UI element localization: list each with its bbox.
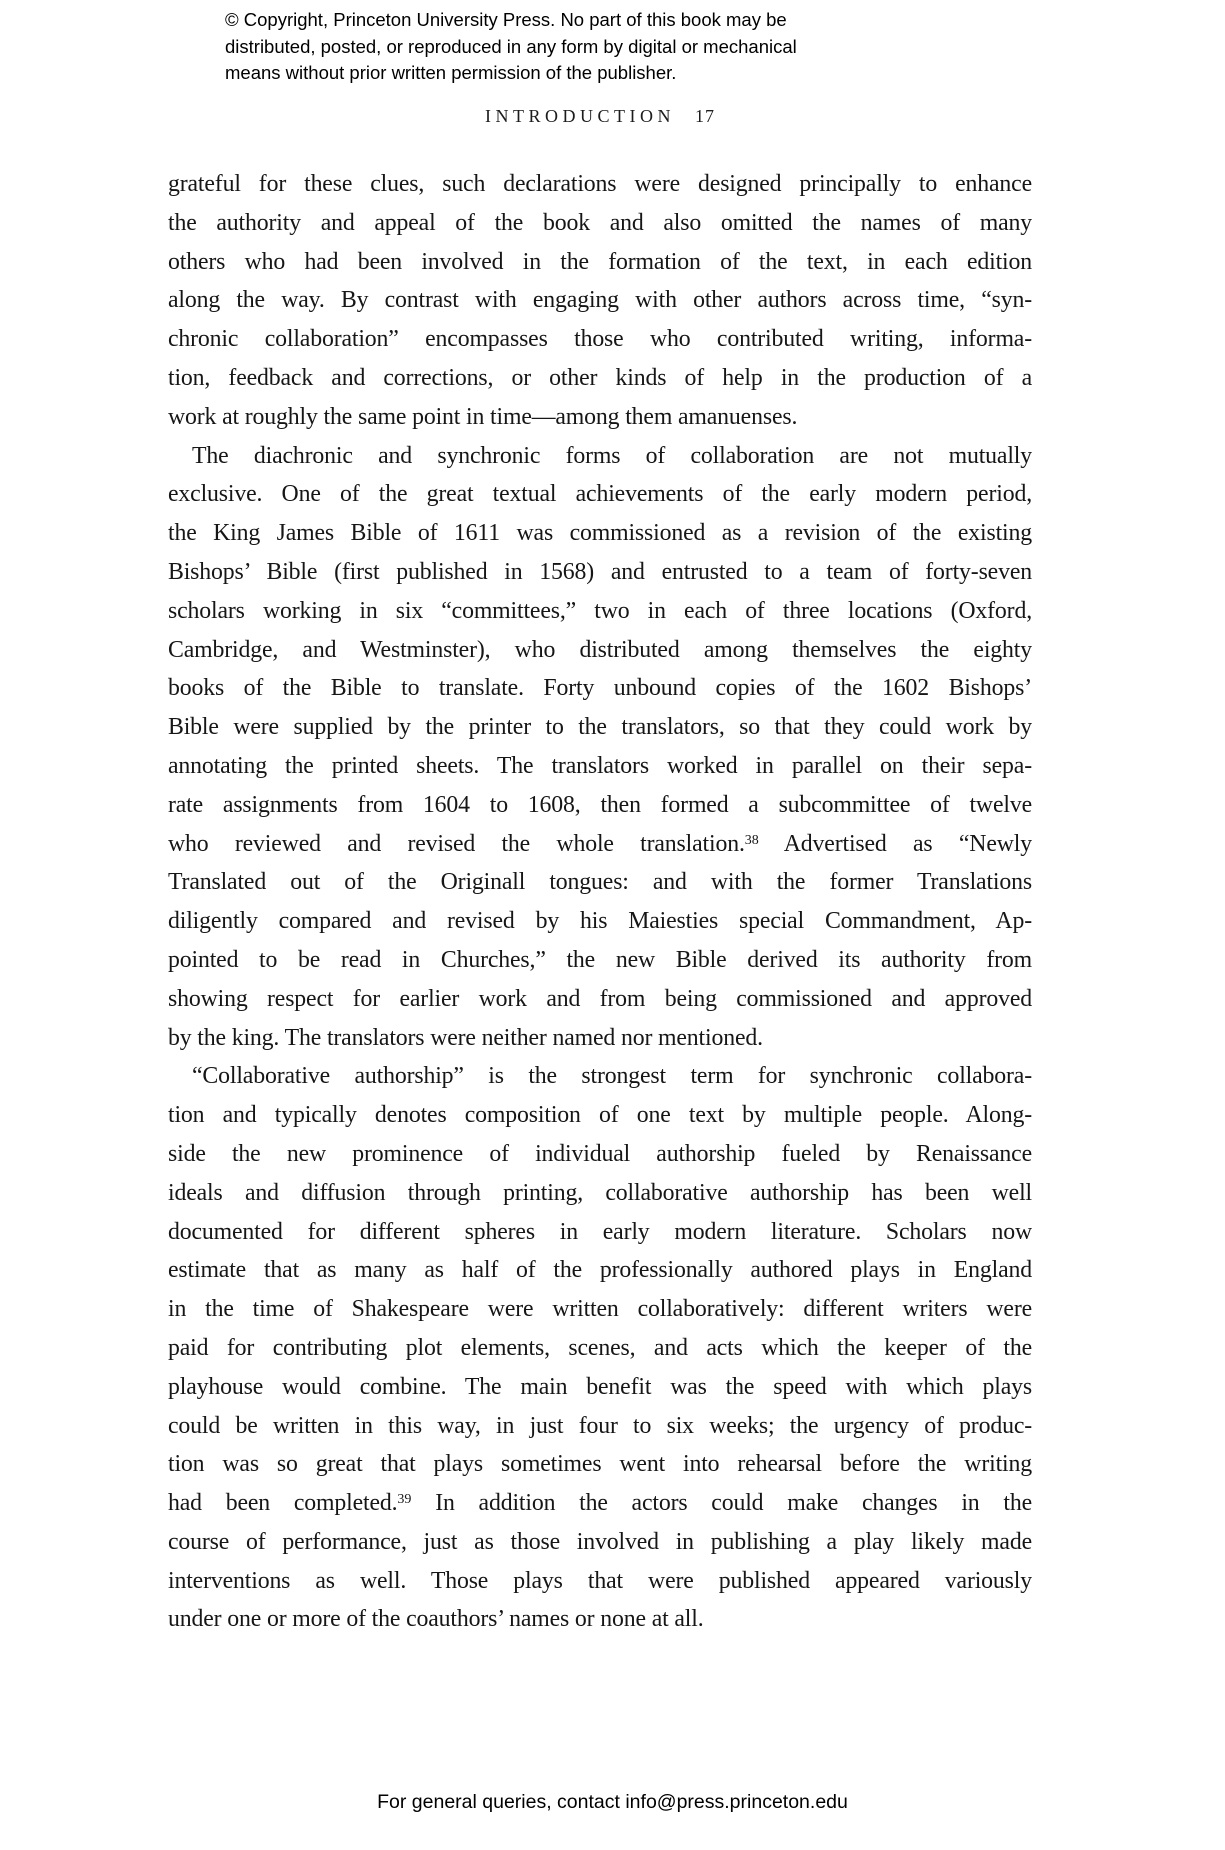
body-line: diligently compared and revised by his Maiesties special Commandment, Ap- (168, 908, 1032, 935)
paragraph (168, 165, 1032, 437)
body-line: Bishops’ Bible (first published in 1568) and entrusted to a team of forty-seven (168, 558, 1032, 585)
body-line: The diachronic and synchronic forms of collaboration are not mutually (192, 442, 1032, 469)
body-line: along the way. By contrast with engaging with other authors across time, “syn- (168, 287, 1032, 314)
running-head (168, 106, 1032, 127)
body-line: tion, feedback and corrections, or other kinds of help in the production of a (168, 364, 1032, 391)
chapter-title: INTRODUCTION (485, 106, 675, 126)
body-text (168, 165, 1032, 1639)
body-line: grateful for these clues, such declarations were designed principally to enhance (168, 171, 1032, 197)
body-line: could be written in this way, in just four to six weeks; the urgency of produc- (168, 1412, 1032, 1439)
body-line: had been completed.$^{39}$ In addition the actors could make changes in the (168, 1490, 1032, 1517)
body-line: scholars working in six “committees,” two in each of three locations (Oxford, (168, 597, 1032, 624)
body-line: playhouse would combine. The main benefit was the speed with which plays (168, 1373, 1032, 1400)
footnote-reference: 38 (744, 832, 759, 848)
copyright-line: distributed, posted, or reproduced in any form by digital or mechanical (225, 35, 797, 57)
body-line: tion and typically denotes composition of one text by multiple people. Along- (168, 1102, 1032, 1129)
copyright-line: means without prior written permission of the publisher. (225, 62, 677, 83)
body-line: side the new prominence of individual authorship fueled by Renaissance (168, 1140, 1032, 1167)
body-line: annotating the printed sheets. The translators worked in parallel on their sepa- (168, 752, 1032, 779)
paragraph (168, 437, 1032, 1058)
contact-email-link[interactable]: info@press.princeton.edu (625, 1791, 848, 1813)
body-line: ideals and diffusion through printing, collaborative authorship has been well (168, 1179, 1032, 1206)
copyright-line: © Copyright, Princeton University Press. No part of this book may be (225, 9, 787, 30)
body-line: pointed to be read in Churches,” the new Bible derived its authority from (168, 946, 1032, 973)
body-line: Bible were supplied by the printer to the translators, so that they could work by (168, 714, 1032, 741)
footer-text: For general queries, contact (377, 1791, 626, 1813)
body-line: others who had been involved in the formation of the text, in each edition (168, 248, 1032, 275)
body-line: rate assignments from 1604 to 1608, then formed a subcommittee of twelve (168, 791, 1032, 818)
body-line: chronic collaboration” encompasses those who contributed writing, informa- (168, 326, 1032, 353)
paragraph (168, 1057, 1032, 1639)
body-line: Translated out of the Originall tongues: and with the former Translations (168, 869, 1032, 896)
body-line: books of the Bible to translate. Forty unbound copies of the 1602 Bishops’ (168, 675, 1032, 702)
body-line: who reviewed and revised the whole translation.$^{38}$ Advertised as “Newly (168, 830, 1032, 857)
footer-queries-note (0, 1791, 1225, 1814)
footnote-reference: 39 (397, 1492, 412, 1508)
body-line: tion was so great that plays sometimes went into rehearsal before the writing (168, 1451, 1032, 1478)
body-line: showing respect for earlier work and from being commissioned and approved (168, 985, 1032, 1012)
body-line: in the time of Shakespeare were written collaboratively: different writers were (168, 1296, 1032, 1323)
body-line: work at roughly the same point in time—among them amanuenses. (168, 403, 798, 430)
body-line: the authority and appeal of the book and also omitted the names of many (168, 209, 1032, 236)
body-line: documented for different spheres in early modern literature. Scholars now (168, 1218, 1032, 1245)
body-line: exclusive. One of the great textual achievements of the early modern period, (168, 481, 1032, 508)
copyright-notice (225, 7, 797, 87)
page-number: 17 (694, 106, 715, 126)
body-line: the King James Bible of 1611 was commissioned as a revision of the existing (168, 520, 1032, 547)
body-line: “Collaborative authorship” is the strongest term for synchronic collabora- (192, 1063, 1032, 1090)
body-line: paid for contributing plot elements, scenes, and acts which the keeper of the (168, 1334, 1032, 1361)
body-line: course of performance, just as those involved in publishing a play likely made (168, 1528, 1032, 1555)
body-line: Cambridge, and Westminster), who distributed among themselves the eighty (168, 636, 1032, 663)
body-line: estimate that as many as half of the professionally authored plays in England (168, 1257, 1032, 1284)
body-line: under one or more of the coauthors’ names or none at all. (168, 1606, 704, 1633)
body-line: interventions as well. Those plays that were published appeared variously (168, 1567, 1032, 1594)
body-line: by the king. The translators were neither named nor mentioned. (168, 1024, 763, 1051)
